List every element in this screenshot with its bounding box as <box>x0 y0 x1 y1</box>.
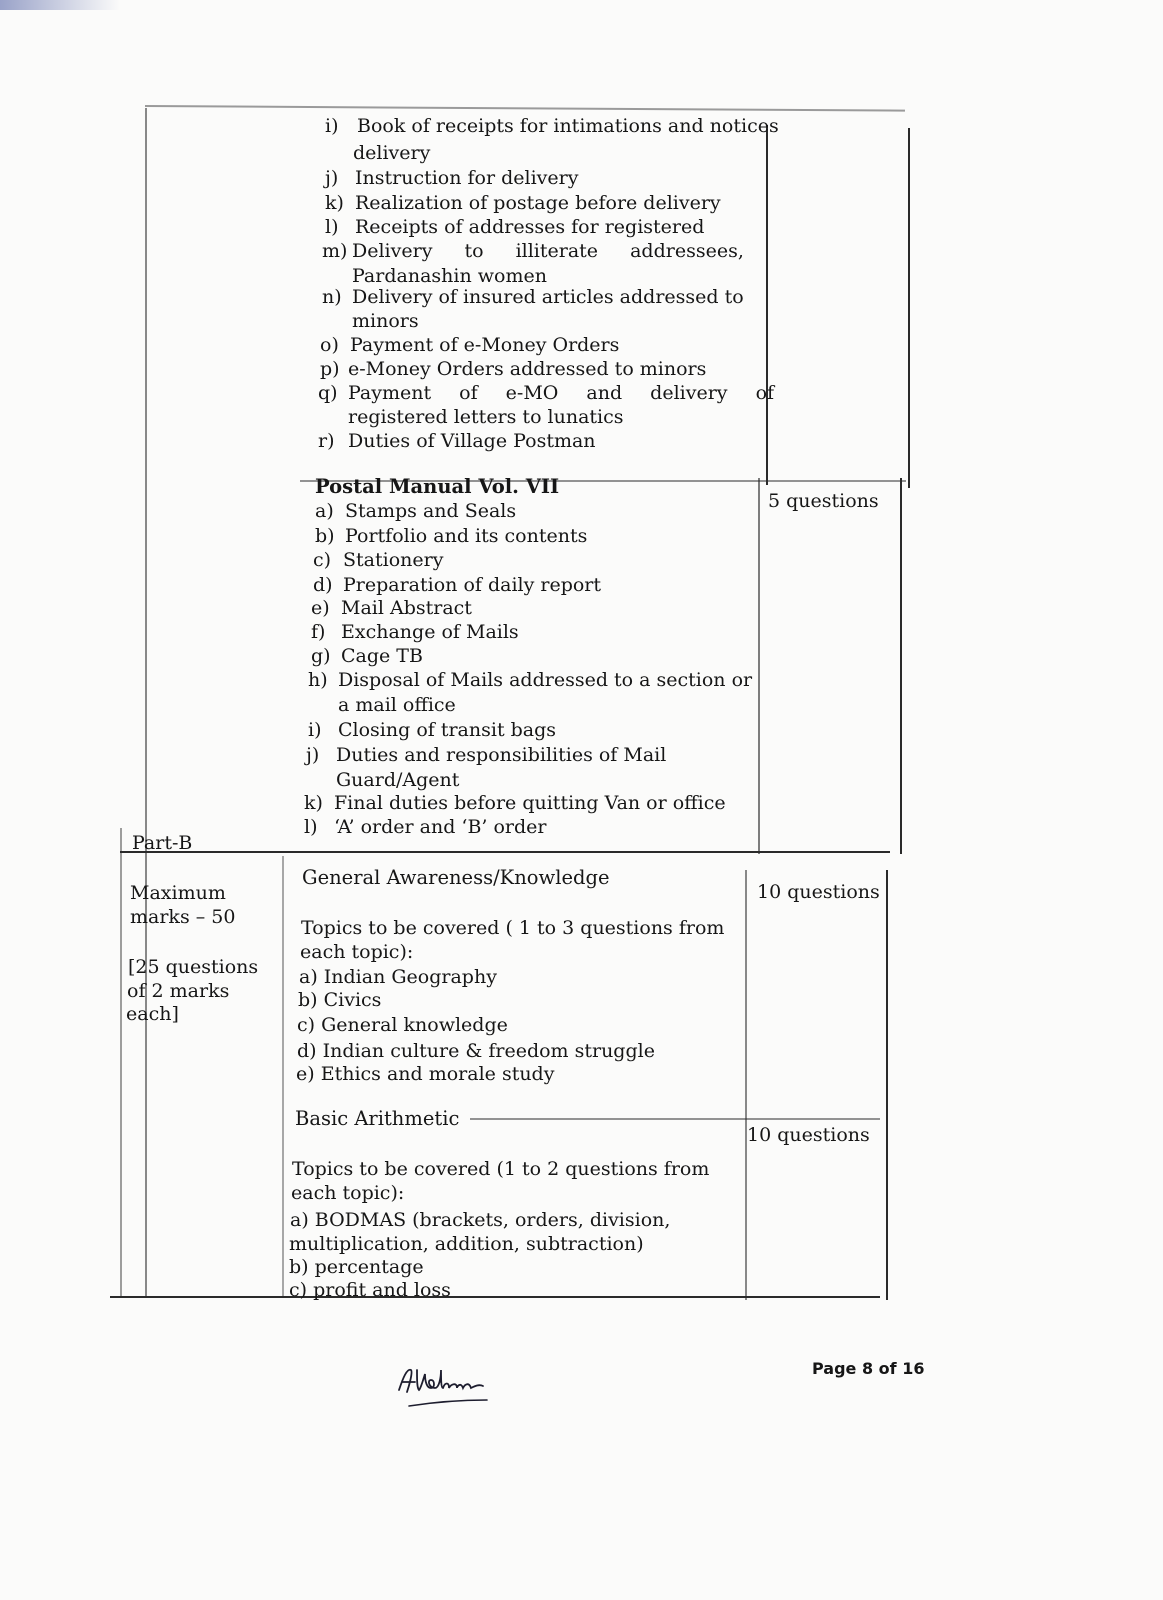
item-label: o) <box>320 334 339 356</box>
item-text: Delivery of insured articles addressed to <box>352 286 744 308</box>
item-text: Receipts of addresses for registered <box>355 216 705 238</box>
item-label: d) <box>313 574 333 596</box>
part-b-title: Part-B <box>132 832 193 854</box>
column-divider-2 <box>758 478 760 854</box>
list-item: a) Indian Geography <box>299 966 497 988</box>
item-label: k) <box>304 792 323 814</box>
item-label: j) <box>306 744 320 766</box>
item-label: n) <box>322 286 342 308</box>
item-text: Duties and responsibilities of Mail <box>336 744 667 766</box>
item-text-cont: minors <box>352 310 419 332</box>
item-text-cont: Pardanashin women <box>352 265 547 287</box>
table-left-border <box>145 108 147 1298</box>
item-label: h) <box>308 669 328 691</box>
item-text: Final duties before quitting Van or office <box>334 792 726 814</box>
item-text: Book of receipts for intimations and notices <box>357 115 779 137</box>
basic-arithmetic-intro-cont: each topic): <box>291 1182 405 1204</box>
general-awareness-intro: Topics to be covered ( 1 to 3 questions from <box>301 917 725 939</box>
column-divider-3 <box>745 870 747 1300</box>
item-text: ‘A’ order and ‘B’ order <box>334 816 547 838</box>
general-awareness-question-count: 10 questions <box>757 881 880 903</box>
list-item: e) Ethics and morale study <box>296 1063 555 1085</box>
postal-manual-heading: Postal Manual Vol. VII <box>315 475 560 498</box>
item-label: i) <box>325 115 339 137</box>
item-label: j) <box>325 167 339 189</box>
item-text: Stationery <box>343 549 444 571</box>
item-text: Disposal of Mails addressed to a section or <box>338 669 753 691</box>
item-label: e) <box>311 597 330 619</box>
table-right-border-2 <box>900 478 902 854</box>
item-label: l) <box>325 216 339 238</box>
item-label: q) <box>318 382 338 404</box>
table-bottom-border <box>110 1296 880 1298</box>
item-text: Closing of transit bags <box>338 719 557 741</box>
item-label: m) <box>322 240 348 262</box>
table-top-border <box>145 105 905 112</box>
item-label: l) <box>304 816 318 838</box>
item-text-cont: delivery <box>353 142 431 164</box>
item-text-cont: Guard/Agent <box>336 769 460 791</box>
item-label: g) <box>311 645 331 667</box>
item-text: Duties of Village Postman <box>348 430 596 452</box>
item-text: Payment of e-Money Orders <box>350 334 620 356</box>
item-text: Stamps and Seals <box>345 500 517 522</box>
item-text-cont: a mail office <box>338 694 456 716</box>
basic-arithmetic-intro: Topics to be covered (1 to 2 questions from <box>292 1158 710 1180</box>
basic-arithmetic-heading: Basic Arithmetic <box>295 1107 460 1130</box>
list-item: c) profit and loss <box>289 1279 451 1301</box>
list-item: b) percentage <box>289 1256 424 1278</box>
list-item: b) Civics <box>298 989 382 1011</box>
part-b-max-marks: Maximum <box>130 882 226 904</box>
general-awareness-heading: General Awareness/Knowledge <box>302 866 610 889</box>
item-text: Realization of postage before delivery <box>355 192 721 214</box>
list-item: c) General knowledge <box>297 1014 508 1036</box>
table-right-border-1 <box>908 128 910 488</box>
item-text: e-Money Orders addressed to minors <box>348 358 707 380</box>
column-divider-partb <box>282 856 284 1296</box>
item-text: Cage TB <box>341 645 423 667</box>
item-text: Preparation of daily report <box>343 574 602 596</box>
basic-arithmetic-question-count: 10 questions <box>747 1124 870 1146</box>
part-b-note: of 2 marks <box>127 980 230 1002</box>
part-b-max-marks-value: marks – 50 <box>130 906 236 928</box>
item-label: f) <box>311 621 326 643</box>
page-number: Page 8 of 16 <box>812 1359 925 1378</box>
postal-manual-question-count: 5 questions <box>768 490 879 512</box>
part-b-note: each] <box>126 1003 179 1025</box>
item-text: Exchange of Mails <box>341 621 519 643</box>
part-b-note: [25 questions <box>128 956 259 978</box>
general-awareness-intro-cont: each topic): <box>300 941 414 963</box>
item-text: Mail Abstract <box>341 597 472 619</box>
item-text: Delivery to illiterate addressees, <box>352 240 744 262</box>
item-label: c) <box>313 549 332 571</box>
column-divider-1 <box>766 125 768 485</box>
item-label: b) <box>315 525 335 547</box>
item-text-cont: registered letters to lunatics <box>348 406 624 428</box>
row-divider-arith <box>470 1118 880 1120</box>
item-text: Payment of e-MO and delivery of <box>348 382 775 404</box>
item-label: a) <box>315 500 334 522</box>
item-text: Instruction for delivery <box>355 167 579 189</box>
list-item: d) Indian culture & freedom struggle <box>297 1040 655 1062</box>
list-item: a) BODMAS (brackets, orders, division, <box>290 1209 671 1231</box>
item-label: r) <box>318 430 335 452</box>
item-label: p) <box>320 358 340 380</box>
item-label: k) <box>325 192 344 214</box>
table-right-border-3 <box>886 870 888 1300</box>
list-item: multiplication, addition, subtraction) <box>289 1233 644 1255</box>
partb-left-border <box>120 828 122 1298</box>
item-label: i) <box>308 719 322 741</box>
item-text: Portfolio and its contents <box>345 525 588 547</box>
row-divider-partb <box>120 851 890 853</box>
handwritten-signature <box>395 1360 515 1420</box>
